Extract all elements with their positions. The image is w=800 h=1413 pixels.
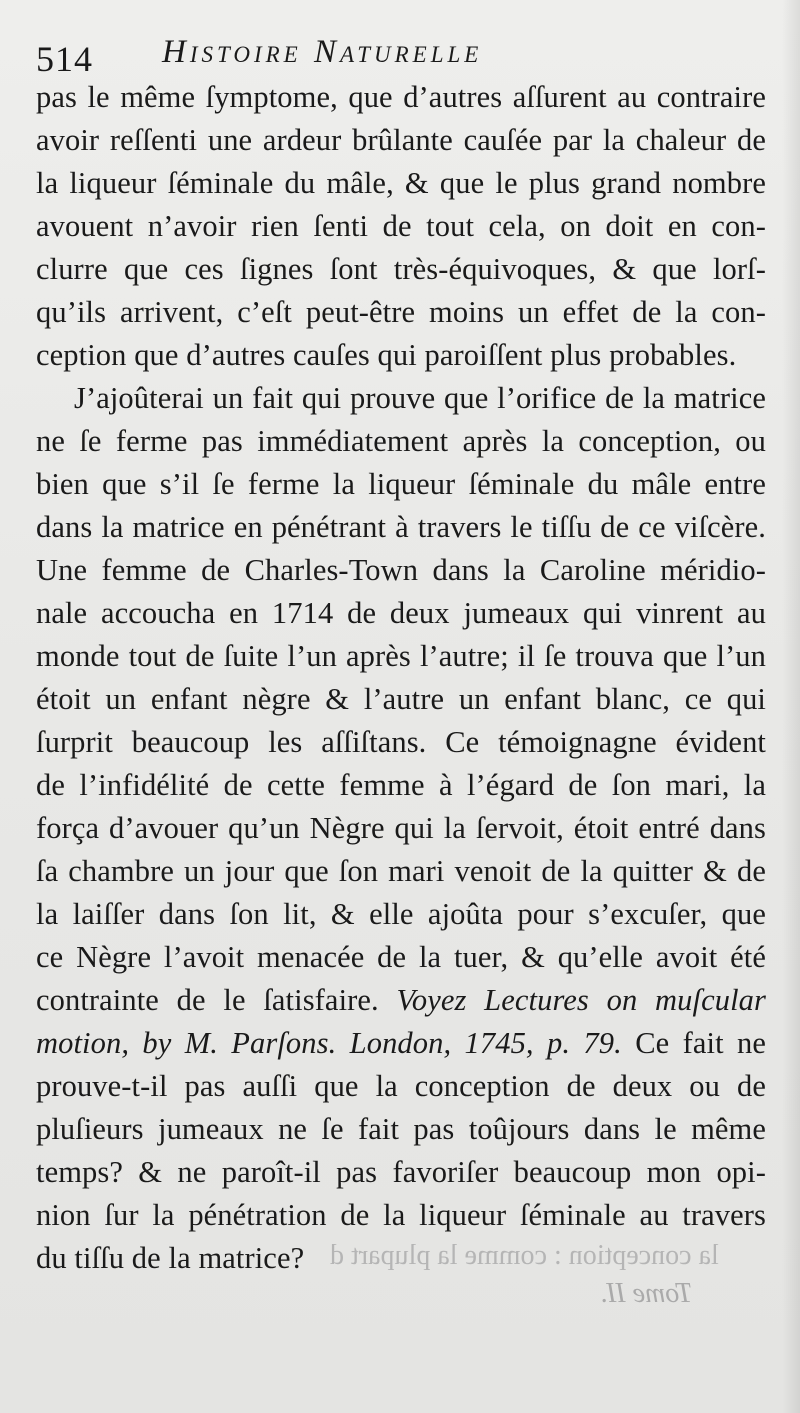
text-segment: Ce fait ne xyxy=(621,1026,766,1060)
text-segment: contrainte de le ſatisfaire. xyxy=(36,983,379,1017)
text-line: la liqueur ſéminale du mâle, & que le plus grand nombre xyxy=(36,166,766,200)
citation-italic: Voyez Lectures on muſcular xyxy=(396,983,766,1017)
text-line: avoir reſſenti une ardeur brûlante cauſée par la chaleur de xyxy=(36,123,766,157)
text-line: nion ſur la pénétration de la liqueur ſéminale au travers xyxy=(36,1198,766,1232)
text-line: ſa chambre un jour que ſon mari venoit de la quitter & de xyxy=(36,854,766,888)
text-line: monde tout de ſuite l’un après l’autre; il ſe trouva que l’un xyxy=(36,639,766,673)
text-line: bien que s’il ſe ferme la liqueur ſéminale du mâle entre xyxy=(36,467,766,501)
text-line: pluſieurs jumeaux ne ſe fait pas toûjours dans le même xyxy=(36,1112,766,1146)
text-line: temps? & ne paroît-il pas favoriſer beaucoup mon opi- xyxy=(36,1155,766,1189)
text-line: avouent n’avoir rien ſenti de tout cela, on doit en con- xyxy=(36,209,766,243)
text-line: ſurprit beaucoup les aſſiſtans. Ce témoignagne évident xyxy=(36,725,766,759)
text-line: pas le même ſymptome, que d’autres aſſurent au contraire xyxy=(36,80,766,114)
page-edge-shadow xyxy=(782,0,800,1413)
text-line: Une femme de Charles-Town dans la Caroline méridio- xyxy=(36,553,766,587)
text-line: du tiſſu de la matrice? xyxy=(36,1241,305,1275)
show-through-signature: Tome II. xyxy=(600,1278,693,1309)
text-line: nale accoucha en 1714 de deux jumeaux qui vinrent au xyxy=(36,596,766,630)
text-line: ce Nègre l’avoit menacée de la tuer, & qu’elle avoit été xyxy=(36,940,766,974)
text-line: la laiſſer dans ſon lit, & elle ajoûta pour s’excuſer, que xyxy=(36,897,766,931)
text-line: dans la matrice en pénétrant à travers le tiſſu de ce viſcère. xyxy=(36,510,766,544)
text-line: qu’ils arrivent, c’eſt peut-être moins un effet de la con- xyxy=(36,295,766,329)
text-line: força d’avouer qu’un Nègre qui la ſervoit, étoit entré dans xyxy=(36,811,766,845)
citation-italic: motion, by M. Parſons. London, 1745, p. 79. xyxy=(36,1026,622,1060)
text-line: de l’infidélité de cette femme à l’égard de ſon mari, la xyxy=(36,768,766,802)
citation-line xyxy=(36,1022,766,1065)
text-line: ception que d’autres cauſes qui paroiſſent plus probables. xyxy=(36,338,737,372)
page-number: 514 xyxy=(36,39,93,79)
text-line: prouve-t-il pas auſſi que la conception de deux ou de xyxy=(36,1069,766,1103)
running-head: Histoire Naturelle xyxy=(162,34,483,70)
page-header xyxy=(36,28,776,78)
text-line: clurre que ces ſignes ſont très-équivoques, & que lorſ- xyxy=(36,252,766,286)
show-through-text: la conception : comme la plupart d xyxy=(330,1240,719,1271)
text-line: ne ſe ferme pas immédiatement après la conception, ou xyxy=(36,424,766,458)
body-text xyxy=(36,76,766,1280)
citation-line xyxy=(36,979,766,1022)
paragraph-start-line: J’ajoûterai un fait qui prouve que l’orifice de la matrice xyxy=(74,381,766,415)
text-line: étoit un enfant nègre & l’autre un enfant blanc, ce qui xyxy=(36,682,766,716)
